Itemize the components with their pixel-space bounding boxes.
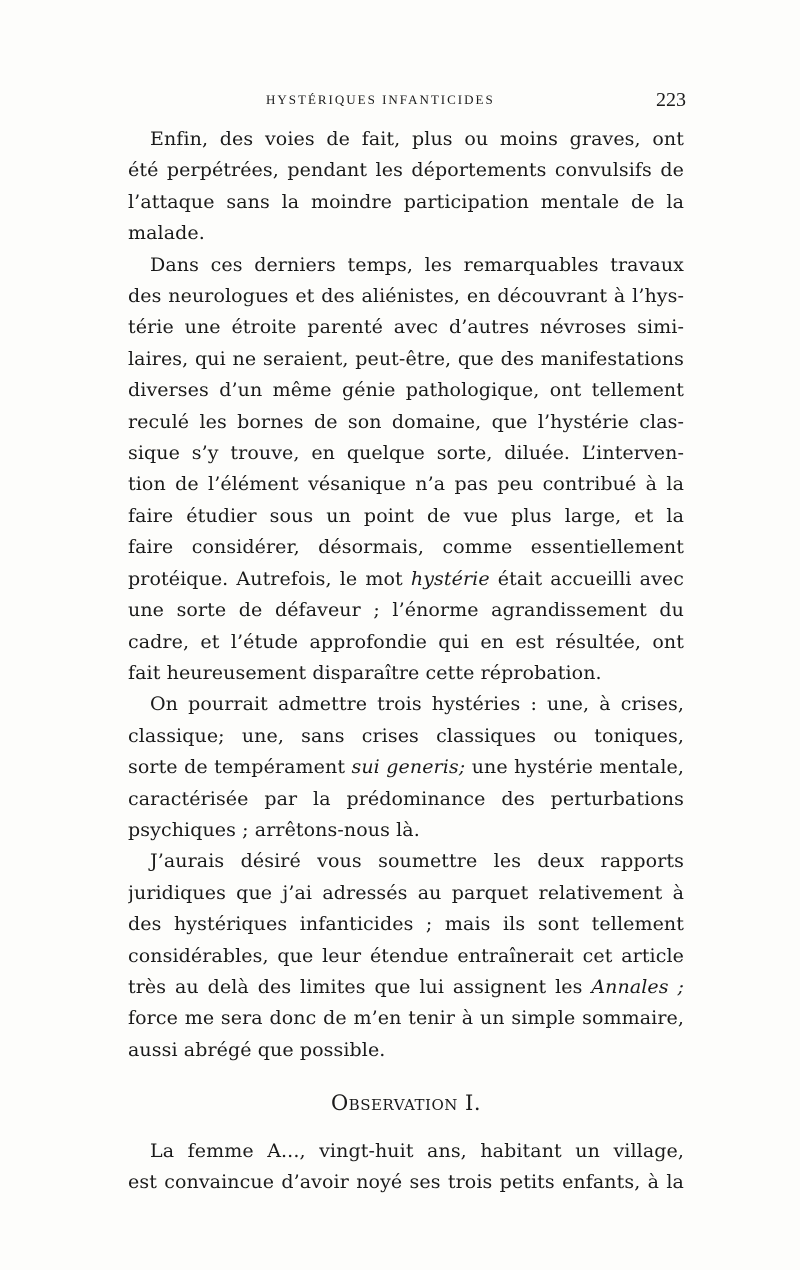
- italic-term: hystérie: [410, 567, 490, 590]
- text-line: l’attaque sans la moindre participation mentale de la: [128, 190, 684, 213]
- text-line: caractérisée par la prédominance des perturbations: [128, 787, 684, 810]
- text-segment: une hystérie mentale,: [465, 756, 684, 779]
- text-line: sique s’y trouve, en quelque sorte, diluée. L’interven-: [128, 442, 684, 465]
- text-line: des neurologues et des aliénistes, en découvrant à l’hys-: [128, 285, 684, 308]
- paragraph: [128, 250, 684, 690]
- text-line: psychiques ; arrêtons-nous là.: [128, 818, 420, 841]
- text-line: juridiques que j’ai adressés au parquet relativement à: [128, 881, 684, 904]
- text-line: une sorte de défaveur ; l’énorme agrandissement du: [128, 599, 684, 622]
- paragraph: [128, 846, 684, 1066]
- text-line: La femme A..., vingt-huit ans, habitant un village,: [150, 1139, 684, 1162]
- text-line: fait heureusement disparaître cette réprobation.: [128, 661, 602, 684]
- paragraph: [128, 689, 684, 846]
- text-line-with-italic: [128, 564, 684, 595]
- italic-term: sui generis;: [351, 756, 466, 779]
- text-line: été perpétrées, pendant les déportements convulsifs de: [128, 159, 684, 182]
- paragraph: [128, 1136, 684, 1199]
- paragraph: [128, 124, 684, 250]
- text-segment: très au delà des limites que lui assignent les: [128, 975, 592, 998]
- text-segment: sorte de tempérament: [128, 756, 352, 779]
- text-line: des hystériques infanticides ; mais ils sont tellement: [128, 913, 684, 936]
- text-line: aussi abrégé que possible.: [128, 1038, 386, 1061]
- text-line: malade.: [128, 222, 205, 245]
- text-line: J’aurais désiré vous soumettre les deux rapports: [150, 850, 684, 873]
- text-segment: était accueilli avec: [489, 567, 684, 590]
- text-line: On pourrait admettre trois hystéries : une, à crises,: [150, 693, 684, 716]
- running-head: [126, 89, 686, 116]
- text-line: faire considérer, désormais, comme essentiellement: [128, 536, 684, 559]
- text-line: Enfin, des voies de fait, plus ou moins graves, ont: [150, 128, 684, 150]
- text-line-with-italic: [128, 972, 684, 1003]
- text-line: cadre, et l’étude approfondie qui en est résultée, ont: [128, 630, 684, 653]
- text-line: force me sera donc de m’en tenir à un simple sommaire,: [128, 1007, 684, 1030]
- text-line: Dans ces derniers temps, les remarquables travaux: [150, 253, 684, 276]
- italic-term: Annales ;: [591, 975, 684, 998]
- text-line: reculé les bornes de son domaine, que l’hystérie clas-: [128, 410, 684, 433]
- text-line: térie une étroite parenté avec d’autres névroses simi-: [128, 316, 684, 339]
- text-line: diverses d’un même génie pathologique, ont tellement: [128, 379, 684, 402]
- text-line: considérables, que leur étendue entraînerait cet article: [128, 944, 684, 967]
- text-line: tion de l’élément vésanique n’a pas peu contribué à la: [128, 473, 684, 496]
- running-title: HYSTÉRIQUES INFANTICIDES: [266, 92, 495, 107]
- body-text: [128, 124, 684, 1198]
- observation-heading: Observation I.: [330, 1091, 482, 1116]
- text-line-with-italic: [128, 752, 684, 783]
- text-line: faire étudier sous un point de vue plus large, et la: [128, 504, 684, 527]
- text-line: laires, qui ne seraient, peut-être, que des manifestations: [128, 347, 684, 370]
- text-line: classique; une, sans crises classiques ou toniques,: [128, 724, 684, 747]
- text-line: est convaincue d’avoir noyé ses trois petits enfants, à la: [128, 1171, 684, 1193]
- page-number: 223: [656, 89, 686, 111]
- text-segment: protéique. Autrefois, le mot: [128, 567, 411, 590]
